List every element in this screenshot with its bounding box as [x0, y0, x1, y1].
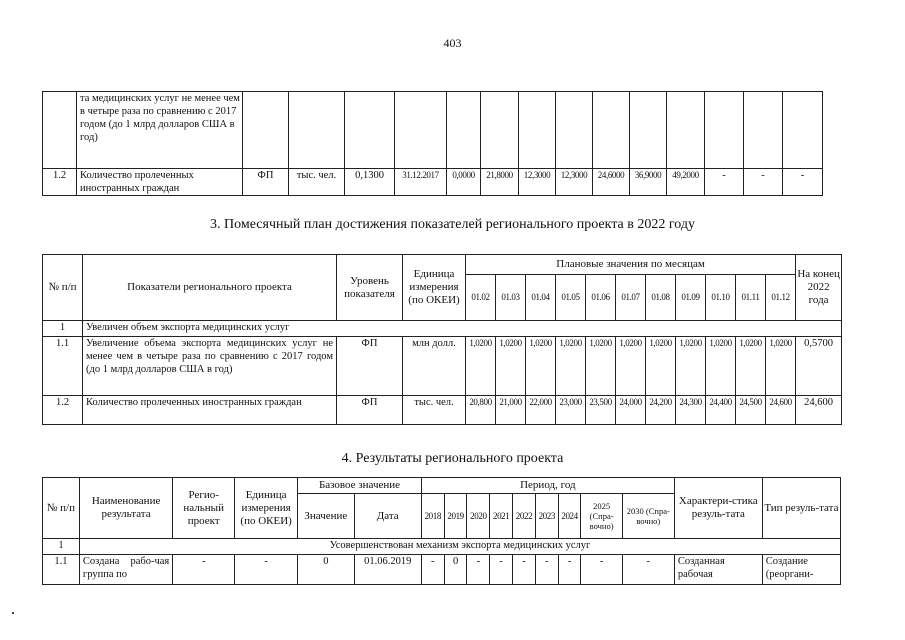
scan-speck: [12, 612, 14, 614]
col-indicators-header: Показатели регионального проекта: [83, 255, 337, 321]
results-table: [42, 477, 841, 585]
group-row: [43, 539, 841, 555]
table-row: 1.1 Создана рабо-чая группа по - - 0 01.06.2019 - 0 - - - - - - - Созданная рабочая Создание (реоргани-: [43, 555, 841, 585]
col-project-header: Регио-нальный проект: [173, 478, 235, 539]
row-name: Количество пролеченных иностранных граждан: [77, 169, 243, 196]
table-row: 1.2 Количество пролеченных иностранных граждан ФП тыс. чел. 20,800 21,000 22,000 23,000 23,500 24,000 24,200 24,300 24,400 24,500 24,600 24,600: [43, 396, 842, 425]
row-number: 1.2: [43, 396, 83, 425]
row-level: ФП: [337, 396, 403, 425]
top-table: [42, 91, 823, 196]
col-num-header: № п/п: [43, 255, 83, 321]
col-num-header: № п/п: [43, 478, 80, 539]
section4-title: 4. Результаты регионального проекта: [341, 451, 564, 466]
page-number: 403: [443, 36, 462, 50]
header-row: Значение Дата 2018 2019 2020 2021 2022 2023 2024 2025 (Спра-вочно) 2030 (Спра-вочно): [43, 494, 841, 539]
col-plan-header: Плановые значения по месяцам: [466, 255, 796, 275]
row-year-end: 24,600: [796, 396, 842, 425]
table-row: [43, 92, 823, 169]
col-year-end-header: На конец 2022 года: [796, 255, 842, 321]
col-unit-header: Единица измерения (по ОКЕИ): [403, 255, 466, 321]
row-unit: -: [235, 555, 298, 585]
col-base-header: Базовое значение: [298, 478, 422, 494]
row-year-end: 0,5700: [796, 337, 842, 396]
row-type: Создание (реоргани-: [762, 555, 840, 585]
row-unit: тыс. чел.: [403, 396, 466, 425]
row-number: 1.2: [43, 169, 77, 196]
row-name: Количество пролеченных иностранных граждан: [83, 396, 337, 425]
table-row: 1.1 Увеличение объема экспорта медицинских услуг не менее чем в четыре раза по сравнению с 2017 годом (до 1 млрд долларов США в год) ФП млн долл. 1,0200 1,0200 1,0200 1,0200 1,0200 1,0200 1,0200 1,0200 1,0200 1,0200 1,0200 0,5700: [43, 337, 842, 396]
row-base-date: 01.06.2019: [354, 555, 421, 585]
group-row: [43, 321, 842, 337]
header-row: [43, 255, 842, 275]
group-title: Усовершенствован механизм экспорта медицинских услуг: [79, 539, 840, 555]
table-row: 1.2 Количество пролеченных иностранных граждан ФП тыс. чел. 0,1300 31.12.2017 0,0000 21,8000 12,3000 12,3000 24,6000 36,9000 49,2000 - - -: [43, 169, 823, 196]
continuation-text: та медицинских услуг не менее чем в четыре раза по сравнению с 2017 годом (до 1 млрд долларов США в год): [77, 92, 243, 169]
col-base-date-header: Дата: [354, 494, 421, 539]
row-characteristic: Созданная рабочая: [674, 555, 762, 585]
col-name-header: Наименование результата: [79, 478, 172, 539]
col-base-value-header: Значение: [298, 494, 354, 539]
row-base-date: 31.12.2017: [395, 169, 447, 196]
row-level: ФП: [337, 337, 403, 396]
col-2030-header: 2030 (Спра-вочно): [622, 494, 674, 539]
group-number: 1: [43, 539, 80, 555]
col-2025-header: 2025 (Спра-вочно): [581, 494, 622, 539]
row-number: 1.1: [43, 555, 80, 585]
col-level-header: Уровень показателя: [337, 255, 403, 321]
monthly-plan-table: [42, 254, 842, 425]
header-row: 01.02 01.03 01.04 01.05 01.06 01.07 01.08 01.09 01.10 01.11 01.12: [43, 275, 842, 321]
row-type: ФП: [243, 169, 289, 196]
row-unit: млн долл.: [403, 337, 466, 396]
row-name: Увеличение объема экспорта медицинских услуг не менее чем в четыре раза по сравнению с 2017 годом (до 1 млрд долларов США в год): [83, 337, 337, 396]
row-base-value: 0,1300: [345, 169, 395, 196]
row-number: 1.1: [43, 337, 83, 396]
group-number: 1: [43, 321, 83, 337]
col-type-header: Тип резуль-тата: [762, 478, 840, 539]
row-project: -: [173, 555, 235, 585]
section3-title: 3. Помесячный план достижения показателей регионального проекта в 2022 году: [210, 217, 695, 232]
col-characteristic-header: Характери-стика резуль-тата: [674, 478, 762, 539]
row-name: Создана рабо-чая группа по: [79, 555, 172, 585]
col-unit-header: Единица измерения (по ОКЕИ): [235, 478, 298, 539]
group-title: Увеличен объем экспорта медицинских услуг: [83, 321, 842, 337]
col-period-header: Период, год: [421, 478, 674, 494]
row-unit: тыс. чел.: [289, 169, 345, 196]
header-row: [43, 478, 841, 494]
row-base-value: 0: [298, 555, 354, 585]
